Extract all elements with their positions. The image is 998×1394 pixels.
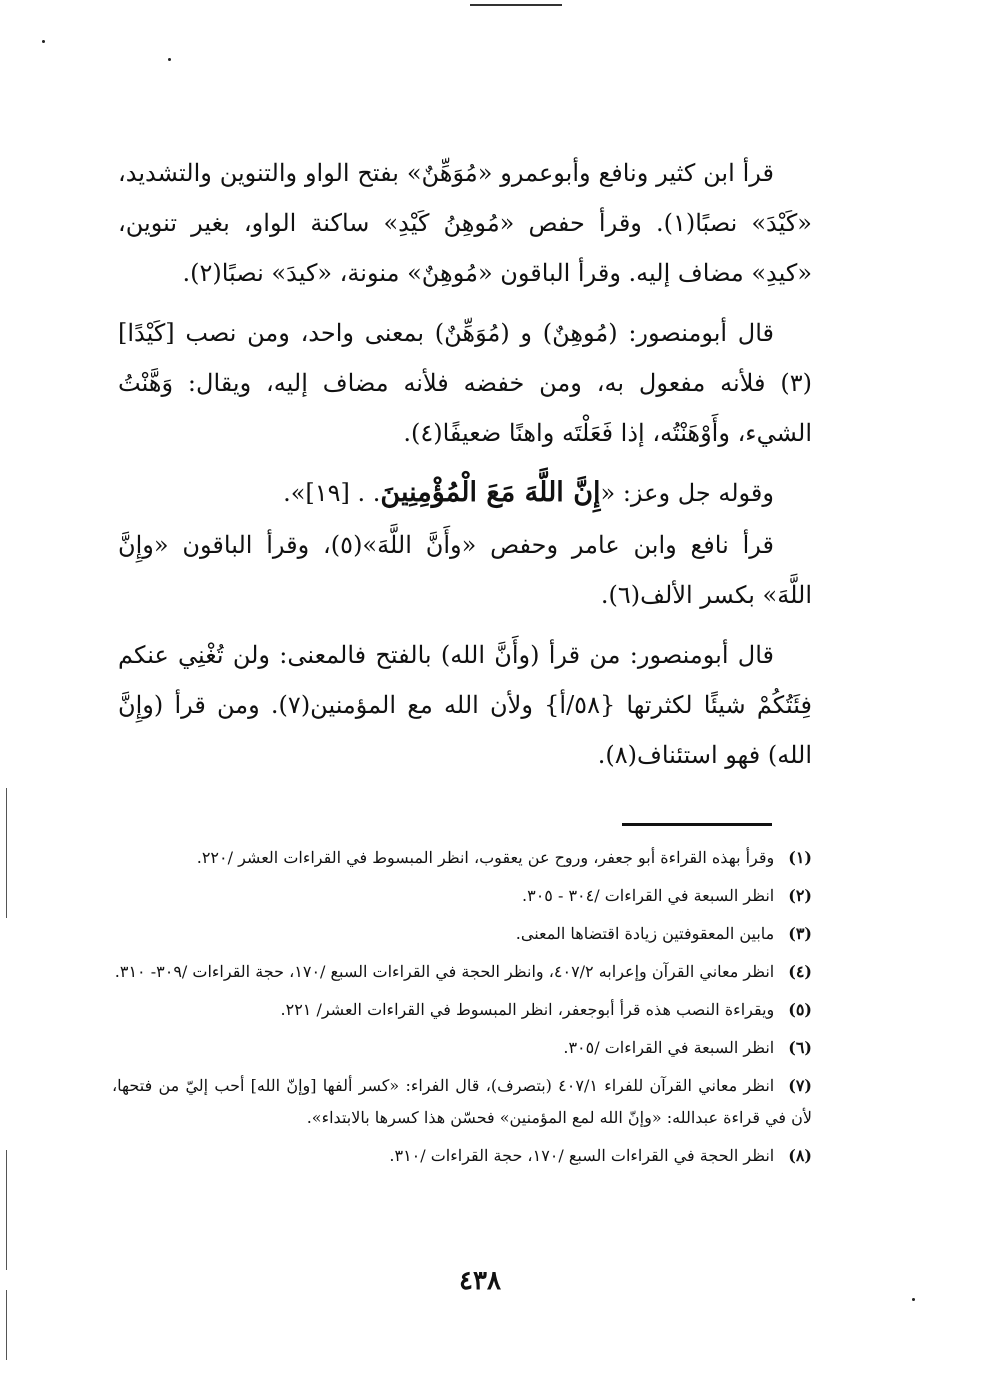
footnote-number: (٨): [788, 1146, 812, 1165]
scan-edge-line: [6, 1150, 7, 1270]
speck-mark: [912, 1298, 915, 1301]
footnote-text: مابين المعقوفتين زيادة اقتضاها المعنى.: [515, 924, 775, 943]
footnote-number: (٧): [788, 1076, 812, 1095]
footnote-text: انظر معاني القرآن وإعرابه ٤٠٧/٢، وانظر الحجة في القراءات السبع /١٧٠، حجة القراءات /٣٠٩- ٣١٠.: [114, 962, 775, 981]
footnote-text: ويقراءة النصب هذه قرأ أبوجعفر، انظر المبسوط في القراءات العشر/ ٢٢١.: [280, 1000, 775, 1019]
footnote: [112, 1032, 812, 1064]
footnote-text: انظر السبعة في القراءات /٣٠٥.: [563, 1038, 775, 1057]
footnote-text: انظر الحجة في القراءات السبع /١٧٠، حجة القراءات /٣١٠.: [389, 1146, 775, 1165]
footnote-text: انظر السبعة في القراءات /٣٠٤ - ٣٠٥.: [522, 886, 775, 905]
footnote: [112, 1070, 812, 1134]
footnote-number: (٣): [788, 924, 812, 943]
footnote: [112, 1140, 812, 1172]
footnote-number: (٦): [788, 1038, 812, 1057]
speck-mark: [42, 40, 45, 43]
verse-reference: . . [١٩]».: [283, 479, 381, 507]
main-text: [118, 148, 812, 790]
top-rule: [470, 4, 562, 6]
footnote-number: (٢): [788, 886, 812, 905]
page-number: ٤٣٨: [459, 1266, 501, 1296]
paragraph-readings: قرأ ابن كثير ونافع وأبوعمرو «مُوَهِّنٌ» بفتح الواو والتنوين والتشديد، «كَيْدَ» نصبًا(١). وقرأ حفص «مُوهِنُ كَيْدِ» ساكنة الواو، بغير تنوين، «كيدِ» مضاف إليه. وقرأ الباقون «مُوهِنٌ» منونة، «كيدَ» نصبًا(٢).: [118, 159, 812, 287]
footnotes: [112, 842, 812, 1178]
paragraph-commentary: قال أبومنصور: (مُوهِنٌ) و (مُوَهِّنٌ) بمعنى واحد، ومن نصب [كَيْدًا](٣) فلأنه مفعول به، ومن خفضه فلأنه مضاف إليه، ويقال: وَهَّنْتُ الشيء، وأَوْهَنْتُه، إذا فَعَلْتَه واهنًا ضعيفًا(٤).: [118, 319, 812, 447]
footnote-number: (١): [788, 848, 812, 867]
footnote: [112, 842, 812, 874]
footnote-separator: [622, 823, 772, 826]
footnote-number: (٥): [788, 1000, 812, 1019]
scan-edge-line: [6, 1290, 7, 1360]
footnote-text: وقرأ بهذه القراءة أبو جعفر، وروح عن يعقوب، انظر المبسوط في القراءات العشر /٢٢٠.: [196, 848, 775, 867]
footnote: [112, 918, 812, 950]
verse-line: [118, 468, 812, 518]
footnote-text: انظر معاني القرآن للفراء ٤٠٧/١ (بتصرف)، قال الفراء: «كسر ألفها [وإنّ الله] أحب إليّ من فتحها، لأن في قراءة عبدالله: «وإنّ الله لمع المؤمنين» فحسّن هذا كسرها بالابتداء».: [112, 1076, 812, 1127]
paragraph-readings-2: قرأ نافع وابن عامر وحفص «وأَنَّ اللَّهَ»(٥)، وقرأ الباقون «وإِنَّ اللَّهَ» بكسر الألف(٦).: [118, 531, 812, 609]
paragraph-commentary-2: قال أبومنصور: من قرأ (وأَنَّ الله) بالفتح فالمعنى: ولن تُغْنِي عنكم فِئَتُكُمْ شيئًا لكثرتها {٥٨/أ} ولأن الله مع المؤمنين(٧). ومن قرأ (وإِنَّ الله) فهو استئناف(٨).: [118, 641, 812, 769]
speck-mark: [168, 58, 171, 61]
footnote-number: (٤): [788, 962, 812, 981]
scan-edge-line: [6, 788, 7, 918]
footnote: [112, 994, 812, 1026]
footnote: [112, 880, 812, 912]
footnote: [112, 956, 812, 988]
verse-intro: وقوله جل وعز: «: [600, 479, 774, 507]
quran-verse: إِنَّ اللَّهَ مَعَ الْمُؤْمِنِينَ: [380, 477, 601, 508]
